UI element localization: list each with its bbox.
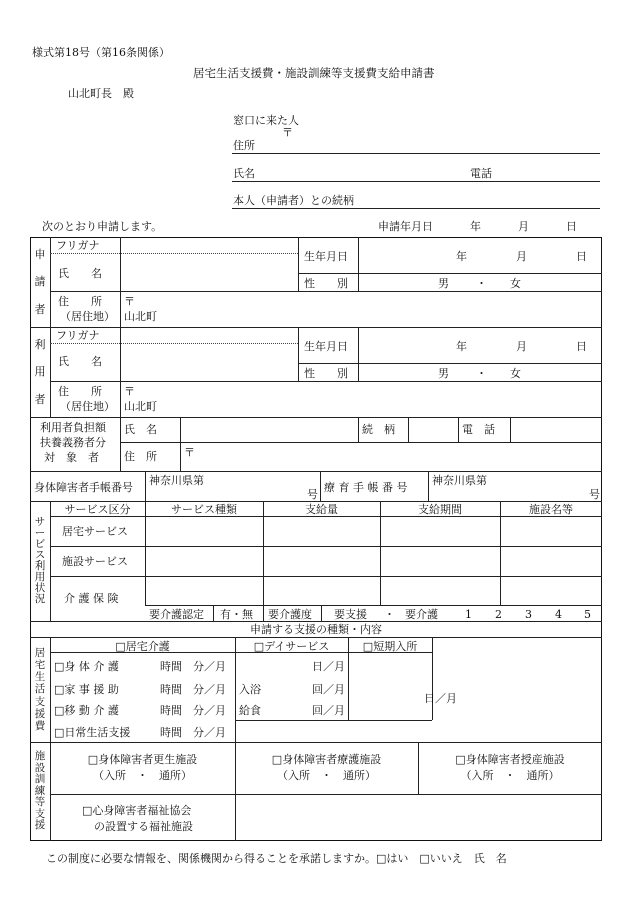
support-name-label: 氏 名 xyxy=(124,423,157,436)
disability-handbook-suffix: 号 xyxy=(307,488,318,501)
user-address-label: 住 所 xyxy=(58,385,102,398)
user-postal-mark: 〒 xyxy=(124,385,135,398)
meal-label: 給食 xyxy=(239,704,261,717)
service-usage-side-label: サ ー ビ ス 利 用 状 況 xyxy=(34,515,46,606)
separator-dot: ・ xyxy=(384,608,395,621)
facility-support-side-label: 施 設 訓 練 等 支 援 xyxy=(34,750,46,832)
name-underline[interactable] xyxy=(232,181,600,182)
address-underline[interactable] xyxy=(232,153,600,154)
user-sex-label: 性 別 xyxy=(304,367,348,380)
user-birth-month: 月 xyxy=(516,340,527,353)
applicant-address-sub: （居住地） xyxy=(60,310,115,323)
applicant-birth-month: 月 xyxy=(516,250,527,263)
meal-unit: 回／月 xyxy=(312,704,345,717)
care-level-2[interactable]: 2 xyxy=(495,608,502,621)
support-label-line2: 扶養義務者分 xyxy=(40,436,106,449)
visitor-name-label: 氏名 xyxy=(233,167,255,180)
applicant-furigana-label: フリガナ xyxy=(56,239,100,252)
separator-dot: ・ xyxy=(476,367,487,380)
user-birth-year: 年 xyxy=(456,340,467,353)
user-side-label: 利 用 者 xyxy=(34,337,46,406)
rehab-facility-mode: （入所 ・ 通所） xyxy=(93,769,192,782)
applicant-birth-day: 日 xyxy=(576,250,587,263)
checkbox-rehab-facility[interactable]: □身体障害者更生施設 xyxy=(87,753,198,766)
separator-dot: ・ xyxy=(476,277,487,290)
care-cert-label: 要介護認定 xyxy=(149,608,204,621)
welfare-association-facility-line2: の設置する福祉施設 xyxy=(94,820,193,833)
date-day: 日 xyxy=(566,220,577,233)
nursing-facility-mode: （入所 ・ 通所） xyxy=(277,769,376,782)
user-female-option[interactable]: 女 xyxy=(510,367,521,380)
care-level-1[interactable]: 1 xyxy=(465,608,472,621)
visitor-address-label: 住所 xyxy=(233,139,255,152)
workshop-facility-mode: （入所 ・ 通所） xyxy=(460,769,560,782)
applicant-female-option[interactable]: 女 xyxy=(510,277,521,290)
postal-mark: 〒 xyxy=(282,126,293,139)
request-heading: 申請する支援の種類・内容 xyxy=(250,623,382,636)
visitor-phone-label: 電話 xyxy=(470,167,492,180)
col-header-facility: 施設名等 xyxy=(529,503,573,516)
user-birth-day: 日 xyxy=(576,340,587,353)
relation-label: 本人（申請者）との続柄 xyxy=(233,194,354,207)
applicant-address-label: 住 所 xyxy=(58,295,102,308)
bath-label: 入浴 xyxy=(239,683,261,696)
care-level-label: 要介護度 xyxy=(268,608,312,621)
checkbox-welfare-association-facility[interactable]: □心身障害者福祉協会 xyxy=(82,804,192,817)
row-home-service: 居宅サービス xyxy=(62,525,128,538)
consent-statement: この制度に必要な情報を、関係機関から得ることを承諾しますか。□はい □いいえ 氏 名 xyxy=(46,852,507,865)
intro-text: 次のとおり申請します。 xyxy=(42,220,163,233)
checkbox-physical-care[interactable]: □身 体 介 護 xyxy=(54,660,119,673)
support-label-line3: 対 象 者 xyxy=(44,451,99,464)
care-level-4[interactable]: 4 xyxy=(555,608,562,621)
care-level-3[interactable]: 3 xyxy=(525,608,532,621)
applicant-male-option[interactable]: 男 xyxy=(438,277,449,290)
form-title: 居宅生活支援費・施設訓練等支援費支給申請書 xyxy=(193,66,435,80)
checkbox-day-service[interactable]: □デイサービス xyxy=(253,640,330,653)
disability-handbook-label: 身体障害者手帳番号 xyxy=(34,481,133,494)
checkbox-home-care[interactable]: □居宅介護 xyxy=(115,640,170,653)
col-header-amount: 支給量 xyxy=(305,503,338,516)
user-name-label: 氏 名 xyxy=(58,355,102,368)
care-level-support[interactable]: 要支援 xyxy=(334,608,367,621)
visitor-label: 窓口に来た人 xyxy=(233,114,299,127)
relation-underline[interactable] xyxy=(232,208,600,209)
housework-unit: 時間 分／月 xyxy=(160,683,226,696)
support-relation-label: 続 柄 xyxy=(362,423,395,436)
checkbox-nursing-facility[interactable]: □身体障害者療護施設 xyxy=(271,753,382,766)
addressee: 山北町長 殿 xyxy=(68,87,134,100)
applicant-postal-mark: 〒 xyxy=(124,295,135,308)
user-furigana-label: フリガナ xyxy=(56,329,100,342)
support-phone-label: 電 話 xyxy=(462,423,495,436)
row-care-insurance: 介 護 保 険 xyxy=(64,592,119,605)
support-postal-mark: 〒 xyxy=(184,446,195,459)
rehab-handbook-suffix: 号 xyxy=(589,488,600,501)
checkbox-workshop-facility[interactable]: □身体障害者授産施設 xyxy=(455,753,565,766)
row-facility-service: 施設サービス xyxy=(62,555,128,568)
applicant-birth-label: 生年月日 xyxy=(304,250,348,263)
support-address-label: 住 所 xyxy=(124,450,157,463)
support-label-line1: 利用者負担額 xyxy=(40,421,106,434)
user-birth-label: 生年月日 xyxy=(304,340,348,353)
checkbox-short-stay[interactable]: □短期入所 xyxy=(362,640,418,653)
care-level-care[interactable]: 要介護 xyxy=(405,608,438,621)
daily-life-support-unit: 時間 分／月 xyxy=(160,726,226,739)
rehab-handbook-prefix: 神奈川県第 xyxy=(432,474,487,487)
disability-handbook-prefix: 神奈川県第 xyxy=(149,474,204,487)
mobility-care-unit: 時間 分／月 xyxy=(160,704,226,717)
rehab-handbook-label: 療 育 手 帳 番 号 xyxy=(324,481,408,494)
col-header-service-category: サービス区分 xyxy=(64,503,131,516)
physical-care-unit: 時間 分／月 xyxy=(160,660,226,673)
checkbox-mobility-care[interactable]: □移 動 介 護 xyxy=(54,704,119,717)
applicant-name-label: 氏 名 xyxy=(58,267,102,280)
col-header-service-type: サービス種類 xyxy=(171,503,237,516)
bath-unit: 回／月 xyxy=(312,683,345,696)
applicant-sex-label: 性 別 xyxy=(304,277,348,290)
applicant-town: 山北町 xyxy=(124,310,157,323)
applicant-birth-year: 年 xyxy=(456,250,467,263)
checkbox-daily-life-support[interactable]: □日常生活支援 xyxy=(54,726,131,739)
home-support-side-label: 居 宅 生 活 支 援 費 xyxy=(34,646,46,732)
col-header-period: 支給期間 xyxy=(418,503,462,516)
user-address-sub: （居住地） xyxy=(60,400,115,413)
short-stay-unit: 日／月 xyxy=(424,692,457,705)
user-town: 山北町 xyxy=(124,400,157,413)
care-level-5[interactable]: 5 xyxy=(584,608,591,621)
form-number: 様式第18号（第16条関係） xyxy=(32,46,170,59)
user-male-option[interactable]: 男 xyxy=(438,367,449,380)
date-label: 申請年月日 xyxy=(378,220,433,233)
care-cert-value[interactable]: 有・無 xyxy=(220,608,253,621)
day-service-unit: 日／月 xyxy=(312,660,345,673)
date-year: 年 xyxy=(470,220,481,233)
date-month: 月 xyxy=(518,220,529,233)
checkbox-housework[interactable]: □家 事 援 助 xyxy=(54,683,119,696)
applicant-side-label: 申 請 者 xyxy=(34,247,46,316)
